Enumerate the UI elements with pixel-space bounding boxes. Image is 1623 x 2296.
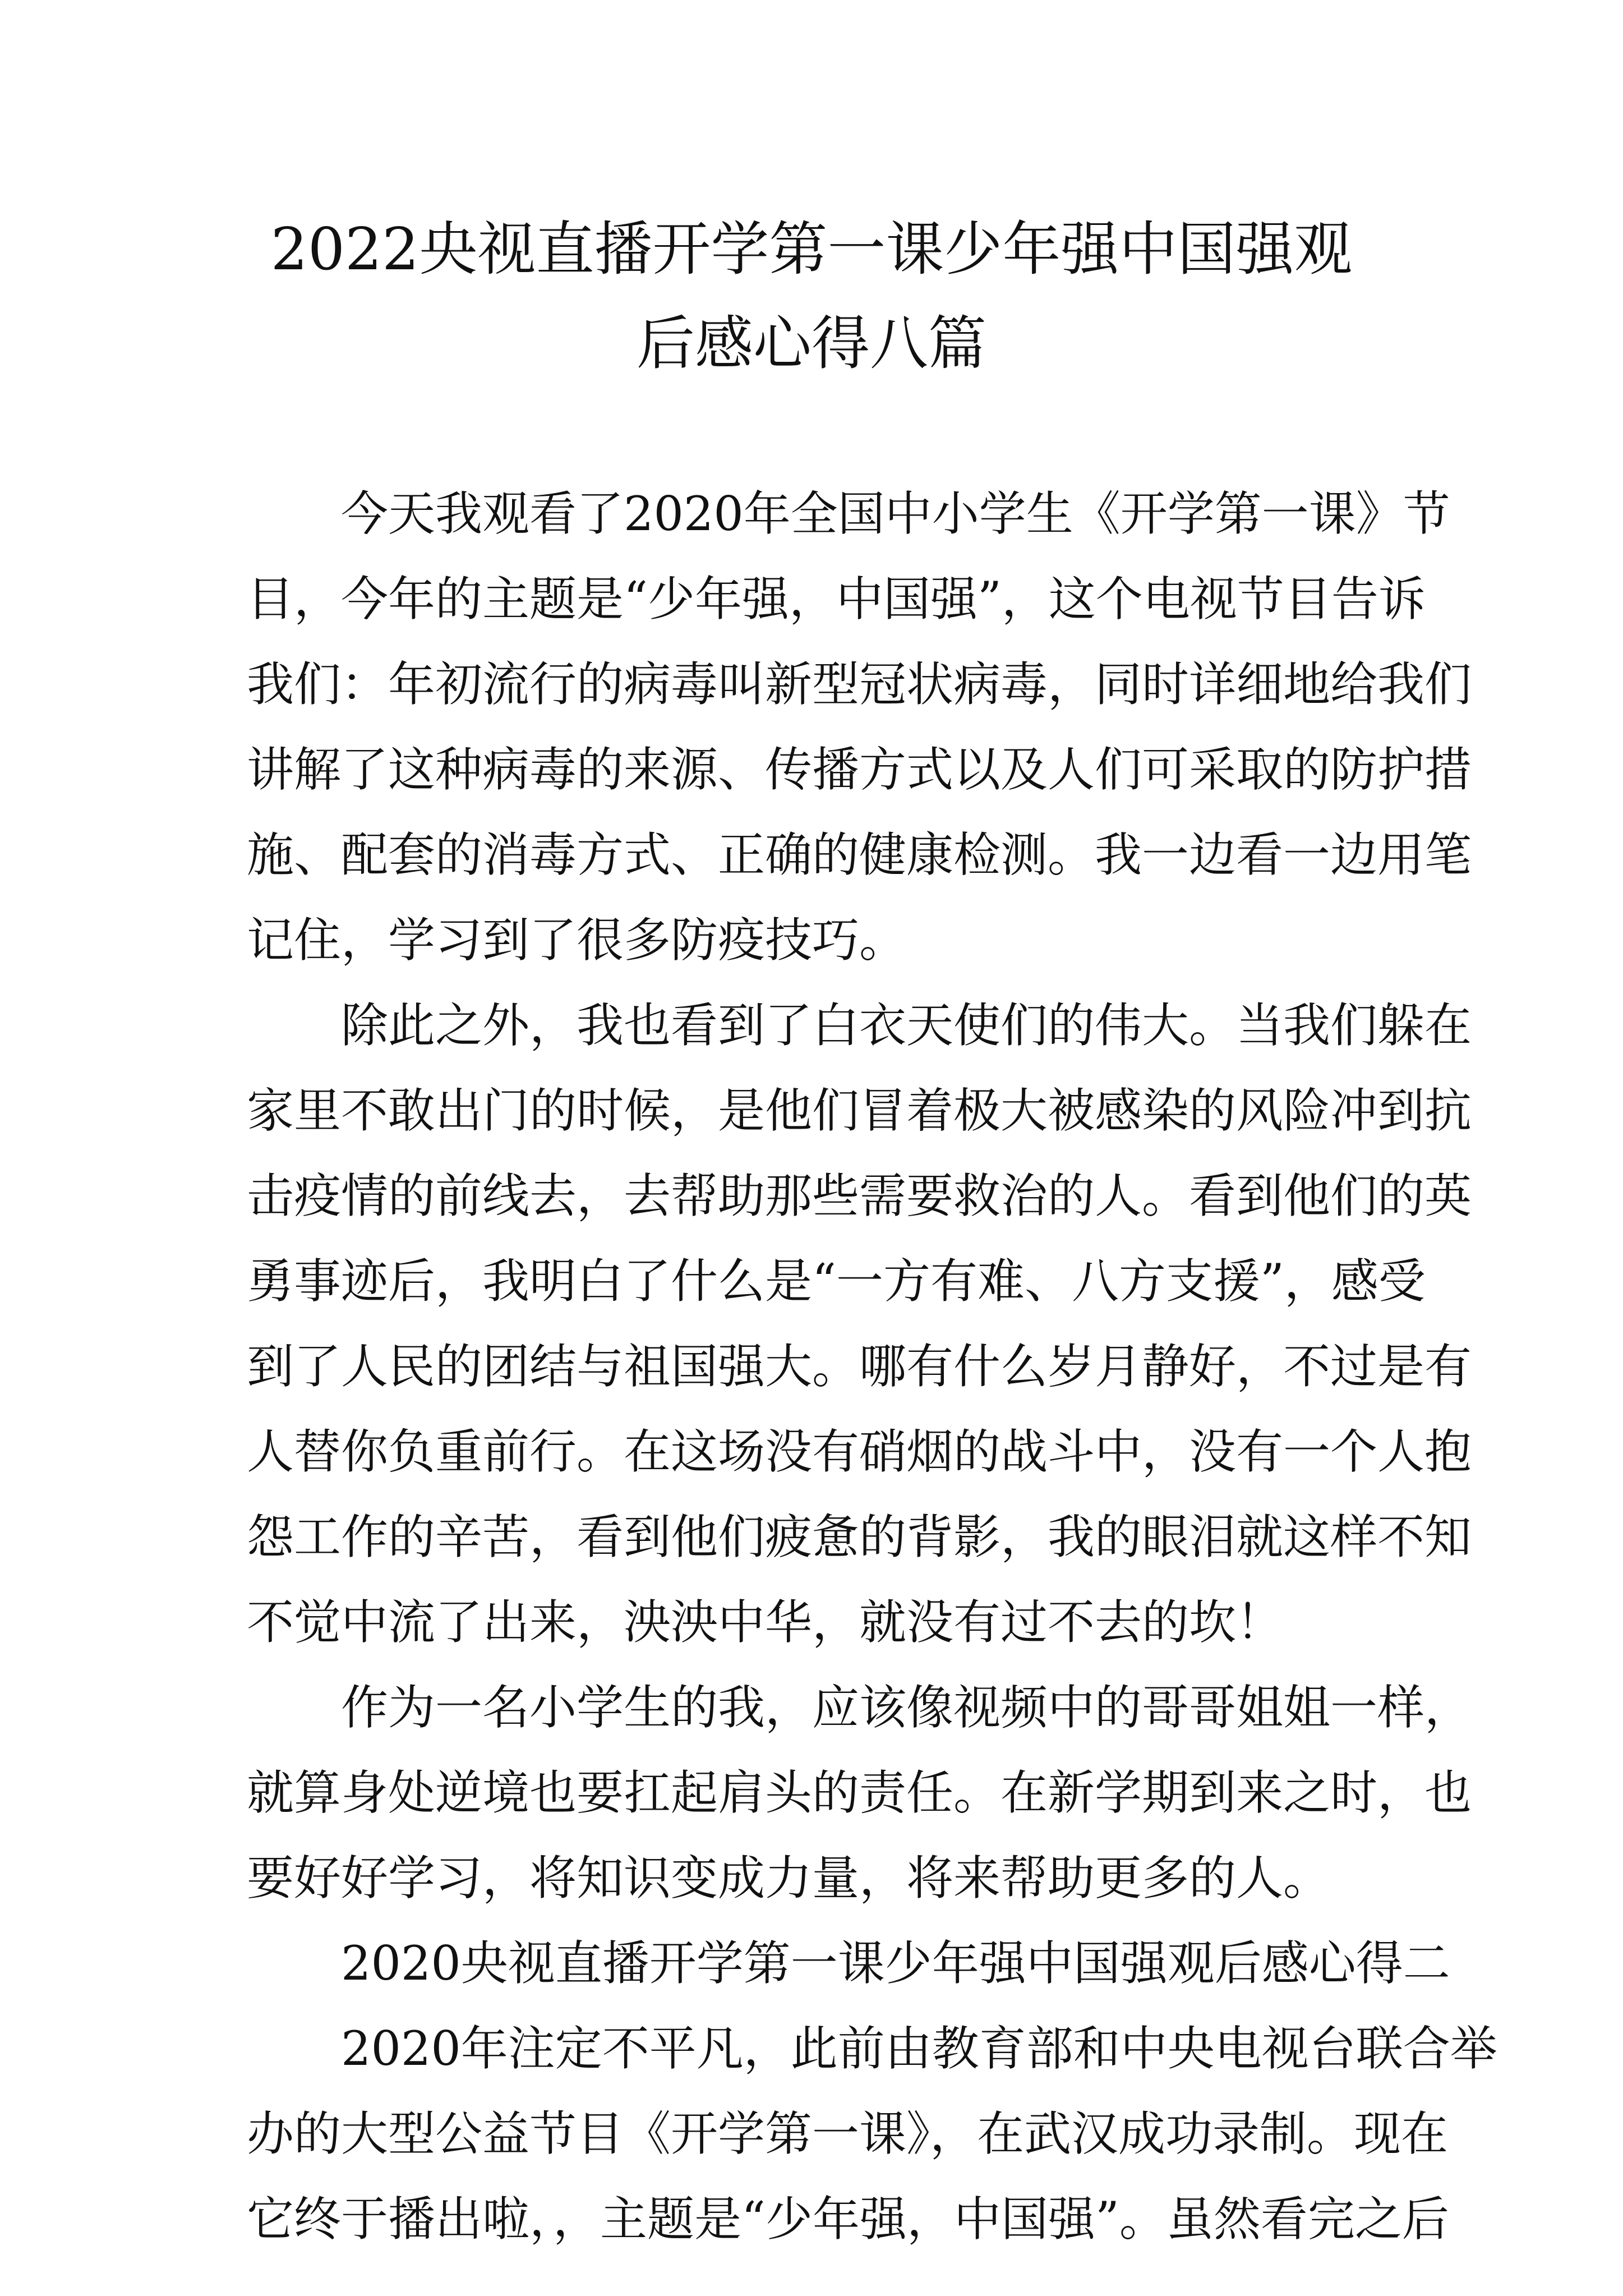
paragraph-2-line-6: 人替你负重前行。在这场没有硝烟的战斗中，没有一个人抱 — [247, 1424, 1472, 1479]
paragraph-3-line-1: 作为一名小学生的我，应该像视频中的哥哥姐姐一样， — [341, 1680, 1472, 1735]
paragraph-3-line-2: 就算身处逆境也要扛起肩头的责任。在新学期到来之时，也 — [247, 1765, 1472, 1820]
paragraph-1-line-5: 施、配套的消毒方式、正确的健康检测。我一边看一边用笔 — [247, 827, 1472, 882]
paragraph-2-line-5: 到了人民的团结与祖国强大。哪有什么岁月静好，不过是有 — [247, 1339, 1472, 1394]
paragraph-4-line-3: 它终于播出啦，，主题是“少年强，中国强”。虽然看完之后 — [247, 2192, 1449, 2247]
paragraph-2-line-7: 怨工作的辛苦，看到他们疲惫的背影，我的眼泪就这样不知 — [247, 1510, 1472, 1565]
document-title — [247, 202, 1376, 390]
paragraph-4-line-1: 2020年注定不平凡，此前由教育部和中央电视台联合举 — [341, 2021, 1497, 2076]
paragraph-1-line-1: 今天我观看了2020年全国中小学生《开学第一课》节 — [341, 486, 1450, 541]
paragraph-2-line-3: 击疫情的前线去，去帮助那些需要救治的人。看到他们的英 — [247, 1168, 1472, 1223]
paragraph-1-line-4: 讲解了这种病毒的来源、传播方式以及人们可采取的防护措 — [247, 742, 1472, 797]
title-line-2: 后感心得八篇 — [636, 309, 986, 378]
paragraph-2-line-2: 家里不敢出门的时候，是他们冒着极大被感染的风险冲到抗 — [247, 1083, 1472, 1138]
title-line-1: 2022央视直播开学第一课少年强中国强观 — [270, 215, 1353, 283]
paragraph-4-line-2: 办的大型公益节目《开学第一课》，在武汉成功录制。现在 — [247, 2106, 1449, 2161]
paragraph-1-line-6: 记住，学习到了很多防疫技巧。 — [247, 913, 907, 968]
section-heading-2: 2020央视直播开学第一课少年强中国强观后感心得二 — [341, 1936, 1450, 1991]
paragraph-2-line-4: 勇事迹后，我明白了什么是“一方有难、八方支援”，感受 — [247, 1254, 1426, 1309]
paragraph-2-line-1: 除此之外，我也看到了白衣天使们的伟大。当我们躲在 — [341, 998, 1472, 1053]
paragraph-2-line-8: 不觉中流了出来，泱泱中华，就没有过不去的坎！ — [247, 1595, 1284, 1650]
paragraph-1-line-3: 我们：年初流行的病毒叫新型冠状病毒，同时详细地给我们 — [247, 657, 1472, 712]
paragraph-3-line-3: 要好好学习，将知识变成力量，将来帮助更多的人。 — [247, 1851, 1331, 1906]
paragraph-1-line-2: 目，今年的主题是“少年强，中国强”，这个电视节目告诉 — [247, 572, 1426, 627]
document-body — [247, 471, 1497, 2262]
